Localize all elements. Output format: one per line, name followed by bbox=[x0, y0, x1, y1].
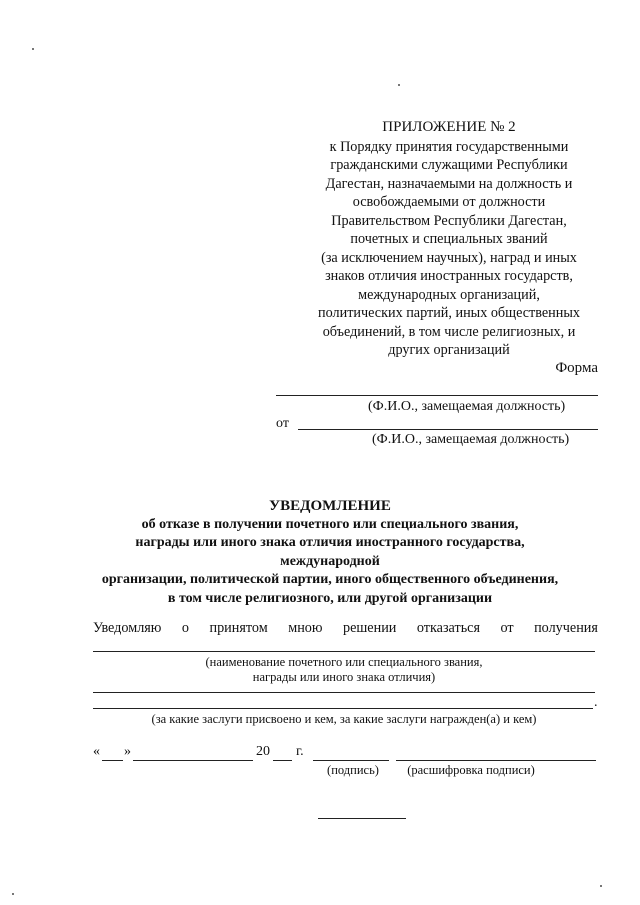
quote-close: » bbox=[124, 744, 131, 759]
body-word: отказаться bbox=[416, 620, 480, 636]
body-word: мною bbox=[288, 620, 323, 636]
scan-speck bbox=[398, 84, 400, 86]
year-line bbox=[273, 760, 292, 761]
notice-subtitle-line: организации, политической партии, иного общественного объединения, bbox=[101, 572, 559, 587]
award-caption-2: награды или иного знака отличия) bbox=[252, 670, 436, 684]
appendix-line: объединений, в том числе религиозных, и bbox=[322, 323, 576, 340]
body-word: Уведомляю bbox=[93, 620, 162, 636]
notice-title: УВЕДОМЛЕНИЕ bbox=[269, 498, 391, 514]
appendix-header bbox=[300, 118, 598, 360]
recipient-caption: (Ф.И.О., замещаемая должность) bbox=[368, 399, 566, 414]
from-label: от bbox=[276, 416, 289, 431]
appendix-line: освобождаемыми от должности bbox=[352, 194, 546, 210]
signature-decode-line bbox=[396, 760, 596, 761]
merits-period: . bbox=[594, 695, 598, 710]
appendix-line: к Порядку принятия государственными bbox=[329, 138, 569, 155]
month-line bbox=[133, 760, 253, 761]
signature-line bbox=[313, 760, 389, 761]
award-name-line bbox=[93, 651, 595, 652]
appendix-line: международных организаций, bbox=[358, 286, 540, 303]
notice-body-line bbox=[93, 620, 598, 637]
appendix-line: (за исключением научных), наград и иных bbox=[321, 249, 577, 266]
appendix-line: почетных и специальных званий bbox=[350, 231, 548, 247]
sender-caption: (Ф.И.О., замещаемая должность) bbox=[372, 432, 570, 447]
notice-subtitle-line: международной bbox=[280, 553, 380, 569]
appendix-line: других организаций bbox=[388, 342, 510, 358]
notice-subtitle-line: награды или иного знака отличия иностранного государства, bbox=[135, 535, 525, 550]
appendix-line: Дагестан, назначаемыми на должность и bbox=[325, 175, 573, 192]
body-word: решении bbox=[342, 620, 397, 636]
signature-caption: (подпись) bbox=[327, 763, 379, 777]
appendix-title: ПРИЛОЖЕНИЕ № 2 bbox=[382, 119, 516, 135]
notice-subtitle-line: в том числе религиозного, или другой организации bbox=[167, 590, 493, 606]
year-suffix: г. bbox=[296, 744, 304, 759]
scan-speck bbox=[600, 885, 602, 887]
merits-line-1 bbox=[93, 692, 595, 693]
body-word: о bbox=[181, 620, 189, 636]
quote-open: « bbox=[93, 744, 100, 759]
notice-heading bbox=[60, 497, 600, 608]
footer-rule bbox=[318, 818, 406, 819]
recipient-line bbox=[276, 395, 598, 396]
appendix-line: политических партий, иных общественных bbox=[318, 305, 580, 321]
award-caption-1: (наименование почетного или специального звания, bbox=[205, 655, 483, 669]
form-label: Форма bbox=[555, 360, 598, 376]
appendix-line: Правительством Республики Дагестан, bbox=[331, 212, 567, 229]
merits-caption: (за какие заслуги присвоено и кем, за какие заслуги награжден(а) и кем) bbox=[151, 712, 537, 726]
appendix-line: гражданскими служащими Республики bbox=[330, 157, 568, 173]
appendix-line: знаков отличия иностранных государств, bbox=[325, 268, 573, 284]
body-word: принятом bbox=[209, 620, 268, 636]
scan-speck bbox=[32, 48, 34, 50]
body-word: получения bbox=[534, 620, 598, 636]
notice-subtitle-line: об отказе в получении почетного или специального звания, bbox=[141, 516, 519, 532]
merits-line-2 bbox=[93, 708, 593, 709]
sender-line bbox=[298, 429, 598, 430]
body-word: от bbox=[500, 620, 514, 636]
day-line bbox=[102, 760, 123, 761]
year-prefix: 20 bbox=[256, 744, 270, 759]
signature-decode-caption: (расшифровка подписи) bbox=[407, 763, 535, 777]
scan-speck bbox=[12, 893, 14, 895]
